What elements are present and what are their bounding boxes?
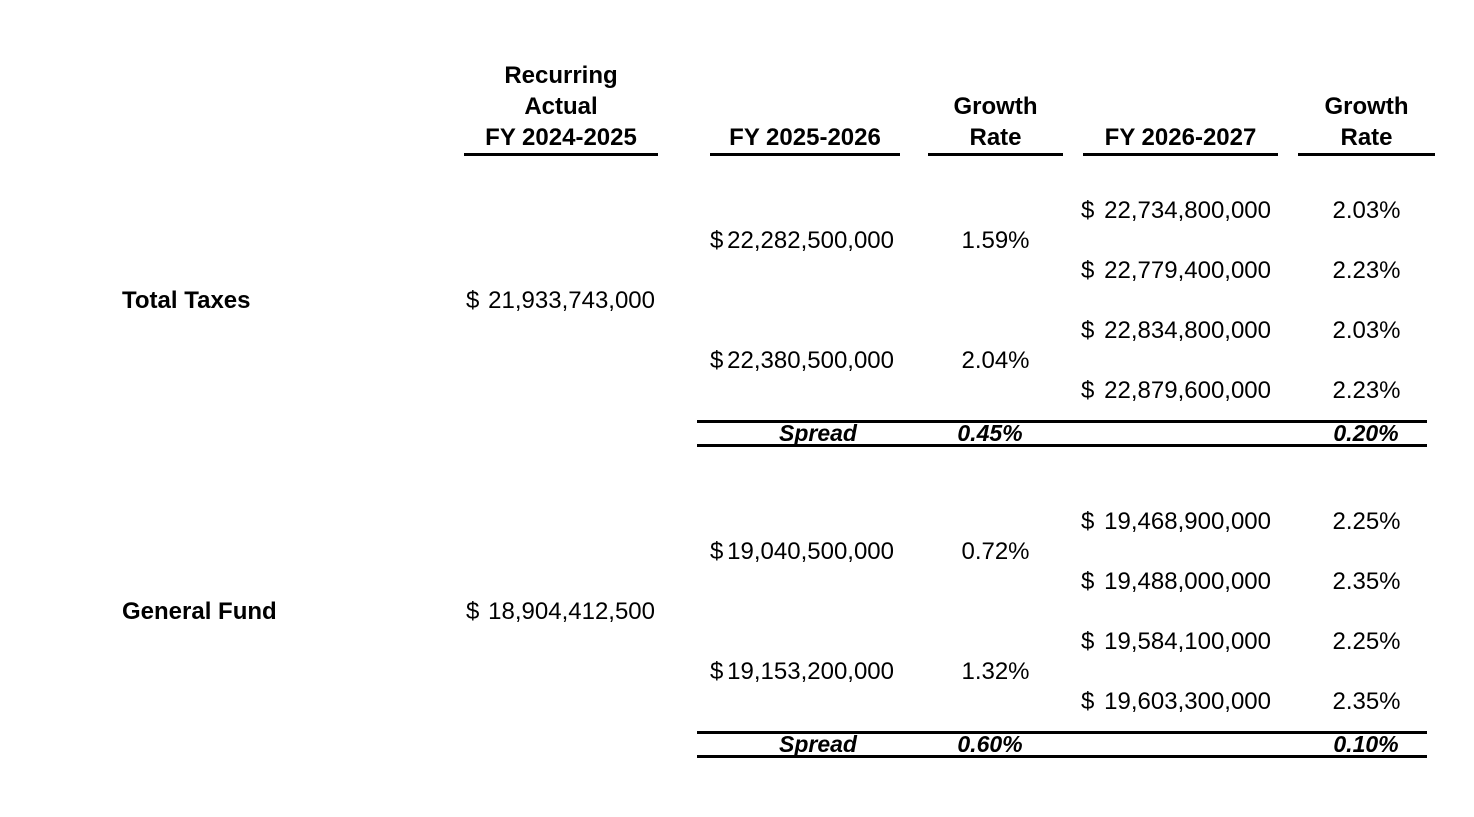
fy2027-estimate-row [0, 687, 1474, 717]
spread-label: Spread [779, 420, 857, 446]
currency-symbol: $ [1081, 257, 1095, 284]
fy2027-estimate-row [0, 196, 1474, 226]
column-header-growth-rate-2 [1298, 91, 1435, 156]
amount: 22,734,800,000 [1104, 197, 1271, 224]
currency-symbol: $ [1081, 688, 1095, 715]
spread-fy2026-value: 0.45% [957, 420, 1023, 446]
fy2027-growth-rate: 2.23% [1332, 377, 1401, 404]
amount: 22,380,500,000 [727, 347, 894, 374]
fy2026-growth-rate: 1.59% [961, 227, 1030, 254]
amount: 19,468,900,000 [1104, 508, 1271, 535]
column-header-growth-rate-1 [928, 91, 1063, 156]
fy2026-estimate-row [0, 537, 1474, 567]
fy2027-value [1081, 687, 1271, 717]
fy2027-value [1081, 507, 1271, 537]
amount: 21,933,743,000 [488, 287, 655, 314]
spread-row [697, 420, 1427, 447]
fy2027-value [1081, 567, 1271, 597]
currency-symbol: $ [1081, 377, 1095, 404]
spread-fy2027-value: 0.10% [1333, 731, 1399, 757]
section-label-row [0, 286, 1474, 316]
currency-symbol: $ [1081, 628, 1095, 655]
section-label: Total Taxes [122, 287, 251, 314]
fy2027-growth-rate: 2.03% [1332, 197, 1401, 224]
fy2026-growth-rate: 2.04% [961, 347, 1030, 374]
fy2026-estimate-row [0, 226, 1474, 256]
column-header-fy-2026-2027 [1083, 122, 1278, 156]
amount: 19,584,100,000 [1104, 628, 1271, 655]
fy2026-growth-rate: 1.32% [961, 658, 1030, 685]
amount: 18,904,412,500 [488, 598, 655, 625]
fy2027-estimate-row [0, 316, 1474, 346]
column-header-line: Rate [1340, 124, 1393, 151]
currency-symbol: $ [1081, 197, 1095, 224]
fy2027-growth-rate: 2.25% [1332, 628, 1401, 655]
fy2027-growth-rate: 2.23% [1332, 257, 1401, 284]
fy2026-estimate-row [0, 657, 1474, 687]
column-header-line: FY 2024-2025 [485, 124, 637, 151]
section-general-fund [0, 507, 1474, 767]
column-header-line: FY 2025-2026 [729, 124, 881, 151]
fy2027-estimate-row [0, 376, 1474, 406]
column-header-line: Actual [524, 93, 598, 120]
fy2027-value [1081, 627, 1271, 657]
column-header-recurring-actual [464, 60, 658, 156]
spread-fy2027-value: 0.20% [1333, 420, 1399, 446]
fy2027-estimate-row [0, 507, 1474, 537]
amount: 19,153,200,000 [727, 658, 894, 685]
fy2027-value [1081, 196, 1271, 226]
fy2027-estimate-row [0, 567, 1474, 597]
fy2027-value [1081, 256, 1271, 286]
column-header-line: Rate [969, 124, 1022, 151]
fy2026-value [710, 346, 894, 376]
amount: 19,040,500,000 [727, 538, 894, 565]
column-header-line: FY 2026-2027 [1104, 124, 1257, 151]
fy2026-estimate-row [0, 346, 1474, 376]
amount: 22,282,500,000 [727, 227, 894, 254]
fy2026-value [710, 537, 894, 567]
fy2027-growth-rate: 2.03% [1332, 317, 1401, 344]
currency-symbol: $ [710, 538, 724, 565]
section-total-taxes [0, 196, 1474, 456]
fy2027-growth-rate: 2.35% [1332, 688, 1401, 715]
spread-row [697, 731, 1427, 758]
amount: 22,879,600,000 [1104, 377, 1271, 404]
fy2027-estimate-row [0, 256, 1474, 286]
amount: 19,603,300,000 [1104, 688, 1271, 715]
spread-label: Spread [779, 731, 857, 757]
amount: 19,488,000,000 [1104, 568, 1271, 595]
fy2027-estimate-row [0, 627, 1474, 657]
amount: 22,779,400,000 [1104, 257, 1271, 284]
recurring-actual-value [466, 597, 655, 627]
fy2027-growth-rate: 2.25% [1332, 508, 1401, 535]
column-header-line: Growth [953, 93, 1038, 120]
fy2027-value [1081, 316, 1271, 346]
column-header-fy-2025-2026 [710, 122, 900, 156]
column-header-line: Recurring [504, 62, 618, 89]
currency-symbol: $ [466, 287, 480, 314]
currency-symbol: $ [1081, 508, 1095, 535]
currency-symbol: $ [710, 227, 724, 254]
column-header-line: Growth [1324, 93, 1409, 120]
currency-symbol: $ [710, 347, 724, 374]
fy2026-value [710, 226, 894, 256]
fy2026-value [710, 657, 894, 687]
currency-symbol: $ [1081, 568, 1095, 595]
recurring-actual-value [466, 286, 655, 316]
fy2027-growth-rate: 2.35% [1332, 568, 1401, 595]
section-label-row [0, 597, 1474, 627]
currency-symbol: $ [1081, 317, 1095, 344]
fy2026-growth-rate: 0.72% [961, 538, 1030, 565]
section-label: General Fund [122, 598, 277, 625]
currency-symbol: $ [466, 598, 480, 625]
fy2027-value [1081, 376, 1271, 406]
spread-fy2026-value: 0.60% [957, 731, 1023, 757]
currency-symbol: $ [710, 658, 724, 685]
amount: 22,834,800,000 [1104, 317, 1271, 344]
